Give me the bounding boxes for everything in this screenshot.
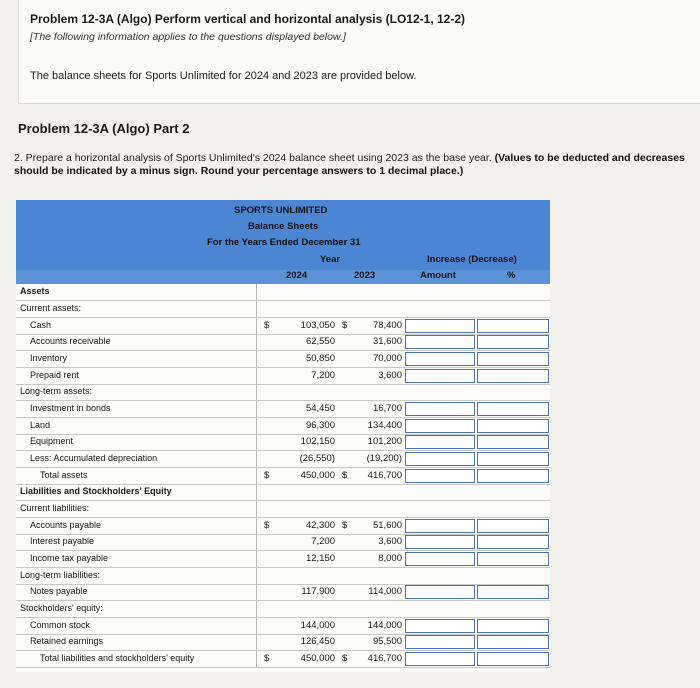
percent-input[interactable]	[477, 635, 549, 649]
table-row	[16, 301, 550, 318]
amount-input[interactable]	[405, 335, 475, 349]
value-2024: 126,450	[300, 636, 335, 647]
row-label: Assets	[20, 286, 50, 296]
row-label: Income tax payable	[30, 553, 109, 563]
row-label: Total liabilities and stockholders' equity	[40, 653, 195, 663]
amount-input[interactable]	[405, 519, 475, 533]
value-2023: (19,200)	[366, 453, 402, 464]
percent-input[interactable]	[477, 519, 549, 533]
table-row	[16, 334, 550, 351]
column-divider	[256, 568, 257, 584]
row-label: Accounts receivable	[30, 336, 111, 346]
column-divider	[256, 401, 257, 417]
currency-symbol-2023: $	[342, 520, 348, 531]
amount-input[interactable]	[405, 469, 475, 483]
table-row	[16, 651, 550, 668]
value-2023: 416,700	[367, 653, 402, 664]
value-2024: 96,300	[305, 420, 335, 431]
value-2023: 70,000	[372, 353, 402, 364]
table-row	[16, 284, 550, 301]
value-2024: 62,550	[305, 336, 335, 347]
value-2024: 7,200	[311, 536, 335, 547]
percent-input[interactable]	[477, 352, 549, 366]
column-divider	[256, 468, 257, 484]
table-row	[16, 401, 550, 418]
value-2024: 103,050	[300, 320, 335, 331]
row-label: Current liabilities:	[20, 503, 90, 513]
table-row	[16, 584, 550, 601]
value-2023: 416,700	[367, 470, 402, 481]
table-row	[16, 501, 550, 518]
percent-input[interactable]	[477, 435, 549, 449]
column-divider	[256, 351, 257, 367]
column-divider	[256, 584, 257, 600]
percent-input[interactable]	[477, 585, 549, 599]
part-title: Problem 12-3A (Algo) Part 2	[18, 121, 190, 136]
amount-input[interactable]	[405, 652, 475, 666]
row-label: Total assets	[40, 470, 88, 480]
column-divider	[256, 618, 257, 634]
row-label: Inventory	[30, 353, 68, 363]
value-2024: (26,550)	[299, 453, 335, 464]
currency-symbol-2024: $	[264, 470, 270, 481]
value-2024: 450,000	[300, 653, 335, 664]
table-row	[16, 384, 550, 401]
percent-input[interactable]	[477, 319, 549, 333]
column-divider	[256, 501, 257, 517]
currency-symbol-2024: $	[264, 653, 270, 664]
amount-input[interactable]	[405, 452, 475, 466]
column-divider	[256, 301, 257, 317]
statement-title: Balance Sheets	[248, 221, 319, 232]
row-label: Investment in bonds	[30, 403, 111, 413]
table-row	[16, 618, 550, 635]
currency-symbol-2024: $	[264, 520, 270, 531]
instruction-bold: (Values to be deducted and decreases should be indicated by a minus sign. Round your percentage answers to 1 decimal place.)	[14, 152, 685, 177]
value-2023: 134,400	[367, 420, 402, 431]
percent-input[interactable]	[477, 535, 549, 549]
col-2023-header: 2023	[354, 270, 376, 281]
currency-symbol-2023: $	[342, 320, 348, 331]
column-divider	[256, 318, 257, 334]
column-divider	[256, 601, 257, 617]
table-row	[16, 601, 550, 618]
value-2023: 3,600	[378, 370, 402, 381]
row-label: Common stock	[30, 620, 91, 630]
row-label: Long-term assets:	[20, 386, 93, 396]
row-label: Notes payable	[30, 586, 88, 596]
problem-intro: The balance sheets for Sports Unlimited for 2024 and 2023 are provided below.	[30, 70, 417, 82]
currency-symbol-2023: $	[342, 470, 348, 481]
percent-input[interactable]	[477, 402, 549, 416]
column-divider	[256, 534, 257, 550]
amount-input[interactable]	[405, 535, 475, 549]
percent-input[interactable]	[477, 469, 549, 483]
value-2023: 3,600	[378, 536, 402, 547]
currency-symbol-2024: $	[264, 320, 270, 331]
value-2023: 8,000	[378, 553, 402, 564]
value-2023: 31,600	[372, 336, 402, 347]
value-2024: 12,150	[305, 553, 335, 564]
value-2023: 16,700	[372, 403, 402, 414]
table-row	[16, 534, 550, 551]
value-2024: 54,450	[305, 403, 335, 414]
company-name: SPORTS UNLIMITED	[234, 205, 328, 216]
row-label: Retained earnings	[30, 636, 104, 646]
column-divider	[256, 384, 257, 400]
row-label: Liabilities and Stockholders' Equity	[20, 486, 172, 496]
amount-input[interactable]	[405, 635, 475, 649]
table-row	[16, 484, 550, 501]
row-label: Current assets:	[20, 303, 82, 313]
row-label: Accounts payable	[30, 520, 102, 530]
row-label: Interest payable	[30, 536, 95, 546]
value-2023: 114,000	[368, 586, 402, 597]
value-2024: 117,900	[301, 586, 335, 597]
amount-input[interactable]	[405, 619, 475, 633]
percent-input[interactable]	[477, 552, 549, 566]
column-divider	[256, 334, 257, 350]
percent-input[interactable]	[477, 369, 549, 383]
problem-title: Problem 12-3A (Algo) Perform vertical and horizontal analysis (LO12-1, 12-2)	[30, 12, 466, 26]
table-row	[16, 368, 550, 385]
table-row	[16, 451, 550, 468]
amount-header: Amount	[420, 270, 456, 281]
column-divider	[256, 434, 257, 450]
table-row	[16, 634, 550, 651]
value-2024: 144,000	[300, 620, 335, 631]
row-label: Prepaid rent	[30, 370, 80, 380]
amount-input[interactable]	[405, 552, 475, 566]
value-2024: 42,300	[305, 520, 335, 531]
amount-input[interactable]	[405, 585, 475, 599]
row-label: Equipment	[30, 436, 74, 446]
table-row	[16, 551, 550, 568]
value-2023: 95,500	[372, 636, 402, 647]
percent-input[interactable]	[477, 619, 549, 633]
instruction-plain: 2. Prepare a horizontal analysis of Sports Unlimited's 2024 balance sheet using 2023 as the base year.	[14, 152, 492, 164]
table-row	[16, 418, 550, 435]
percent-input[interactable]	[477, 452, 549, 466]
amount-input[interactable]	[405, 402, 475, 416]
amount-input[interactable]	[405, 352, 475, 366]
column-divider	[256, 284, 257, 300]
percent-input[interactable]	[477, 652, 549, 666]
column-divider	[256, 451, 257, 467]
value-2024: 450,000	[300, 470, 335, 481]
col-2024-header: 2024	[286, 270, 308, 281]
value-2023: 78,400	[372, 320, 402, 331]
value-2024: 7,200	[311, 370, 335, 381]
instruction-text	[14, 152, 694, 178]
amount-input[interactable]	[405, 435, 475, 449]
column-divider	[256, 518, 257, 534]
period-label: For the Years Ended December 31	[207, 237, 361, 248]
row-label: Less: Accumulated depreciation	[30, 453, 158, 463]
table-row	[16, 468, 550, 485]
percent-input[interactable]	[477, 419, 549, 433]
value-2023: 51,600	[372, 520, 402, 531]
currency-symbol-2023: $	[342, 653, 348, 664]
table-header	[16, 200, 550, 284]
column-header-band	[16, 270, 550, 284]
value-2024: 102,150	[300, 436, 335, 447]
value-2024: 50,850	[305, 353, 335, 364]
column-divider	[256, 368, 257, 384]
percent-header: %	[507, 270, 516, 281]
row-label: Land	[30, 420, 51, 430]
table-row	[16, 518, 550, 535]
table-row	[16, 434, 550, 451]
column-divider	[256, 418, 257, 434]
table-row	[16, 351, 550, 368]
value-2023: 144,000	[367, 620, 402, 631]
value-2023: 101,200	[367, 436, 402, 447]
row-label: Long-term liabilities:	[20, 570, 101, 580]
percent-input[interactable]	[477, 335, 549, 349]
column-divider	[256, 484, 257, 500]
amount-input[interactable]	[405, 319, 475, 333]
column-divider	[256, 551, 257, 567]
balance-sheet-table	[16, 200, 550, 672]
increase-decrease-label: Increase (Decrease)	[427, 254, 517, 265]
row-label: Stockholders' equity:	[20, 603, 103, 613]
amount-input[interactable]	[405, 369, 475, 383]
column-divider	[256, 634, 257, 650]
table-row	[16, 318, 550, 335]
column-divider	[256, 651, 257, 667]
problem-subtitle: [The following information applies to the questions displayed below.]	[30, 31, 346, 43]
year-label: Year	[320, 254, 341, 265]
row-label: Cash	[30, 320, 52, 330]
amount-input[interactable]	[405, 419, 475, 433]
table-row	[16, 568, 550, 585]
